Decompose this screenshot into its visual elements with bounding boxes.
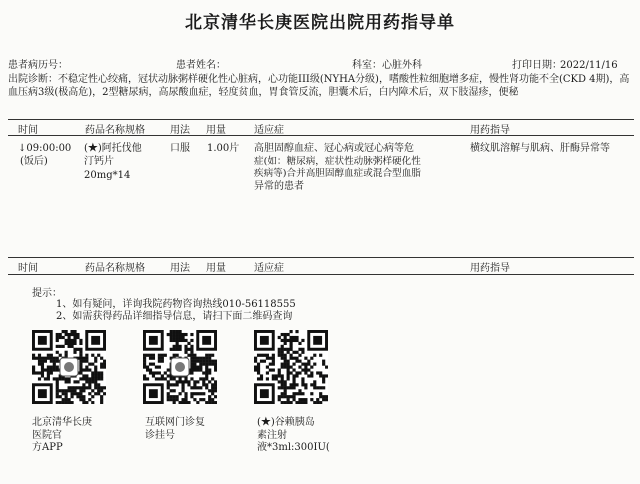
- table1-header-time: 时间: [18, 125, 38, 136]
- caption-line: 液*3ml:300IU(: [257, 442, 330, 453]
- qr-pattern: [143, 330, 217, 404]
- patient-name-label: 患者姓名：: [176, 60, 226, 71]
- diagnosis-label: 出院诊断：: [8, 74, 58, 85]
- department-label: 科室：: [352, 60, 382, 71]
- home-icon-glyph: [64, 362, 74, 372]
- diagnosis-text: 不稳定性心绞痛，冠状动脉粥样硬化性心脏病，心功能III级(NYHA分级)，嗜酸性粒细胞增多症，慢性肾功能不全(CKD 4期)，高血压病3级(极高危)，2型糖尿病，高尿酸血症，轻度贫血，胃食管反流，胆囊术后，白内障术后，双下肢湿疹，便秘: [8, 74, 630, 98]
- table2-header-dose: 用量: [206, 263, 226, 274]
- table2-header-time: 时间: [18, 263, 38, 274]
- row-drug-spec: 20mg*14: [84, 170, 131, 181]
- caption-line: 医院官: [32, 429, 62, 441]
- qr-pattern: [32, 330, 106, 404]
- table2-top-rule: [8, 257, 634, 258]
- table1-header-usage: 用法: [170, 125, 190, 136]
- caption-line: 素注射: [257, 429, 287, 441]
- discharge-diagnosis: [8, 74, 633, 99]
- table1-header-indication: 适应症: [254, 125, 284, 136]
- caption-line: (★)谷赖胰岛: [257, 417, 315, 428]
- patient-id-label: 患者病历号：: [8, 60, 68, 71]
- indication-line: 疾病等)合并高胆固醇血症或混合型血脂: [254, 168, 421, 179]
- row-time: ↓09:00:00: [18, 143, 72, 154]
- row-drug-line2: 汀钙片: [84, 156, 114, 167]
- qr-code-drug[interactable]: [254, 330, 328, 404]
- page-title: 北京清华长庚医院出院用药指导单: [185, 13, 455, 33]
- indication-line: 高胆固醇血症、冠心病或冠心病等危: [254, 143, 414, 154]
- qr-caption-app: [32, 417, 92, 455]
- row-indication: [254, 143, 466, 193]
- qr-pattern: [254, 330, 328, 404]
- qr-caption-clinic: [145, 417, 205, 442]
- table2-header-rule: [8, 274, 634, 275]
- table1-header-guidance: 用药指导: [470, 125, 510, 136]
- row-dose: 1.00片: [207, 143, 240, 154]
- caption-line: 诊挂号: [145, 429, 175, 441]
- qr-code-app[interactable]: [32, 330, 106, 404]
- row-meal: (饭后): [20, 156, 48, 167]
- row-usage: 口服: [170, 143, 190, 154]
- indication-line: 症(如：糖尿病，症状性动脉粥样硬化性: [254, 155, 421, 167]
- wechat-icon-glyph: [175, 362, 185, 372]
- table1-top-rule: [8, 119, 634, 120]
- table2-header-drug: 药品名称规格: [85, 263, 145, 274]
- indication-line: 异常的患者: [254, 180, 304, 192]
- caption-line: 互联网门诊复: [145, 417, 205, 428]
- tips-label: 提示：: [32, 288, 62, 299]
- table1-header-rule: [8, 135, 634, 136]
- table2-header-usage: 用法: [170, 263, 190, 274]
- table2-header-guidance: 用药指导: [470, 263, 510, 274]
- qr-caption-drug: [257, 417, 330, 455]
- row-guidance: 横纹肌溶解与肌病、肝酶异常等: [470, 143, 610, 154]
- table2-header-indication: 适应症: [254, 263, 284, 274]
- print-date-label: 打印日期：: [512, 60, 562, 71]
- department-value: 心脏外科: [382, 60, 422, 71]
- table1-header-dose: 用量: [206, 125, 226, 136]
- tips-hotline: 1、如有疑问，详询我院药物咨询热线010-56118555: [56, 299, 296, 310]
- print-date-value: 2022/11/16: [560, 60, 618, 71]
- caption-line: 方APP: [32, 442, 63, 453]
- table1-header-drug: 药品名称规格: [85, 125, 145, 136]
- qr-code-clinic[interactable]: [143, 330, 217, 404]
- row-drug-line1: (★)阿托伐他: [84, 143, 142, 154]
- tips-qr-instruction: 2、如需获得药品详细指导信息，请扫下面二维码查询: [56, 311, 293, 322]
- caption-line: 北京清华长庚: [32, 417, 92, 428]
